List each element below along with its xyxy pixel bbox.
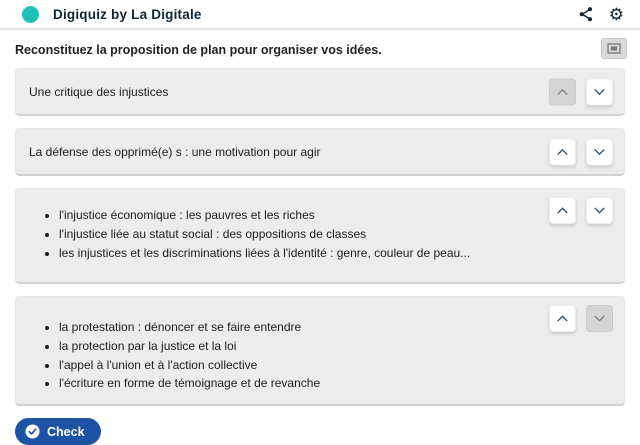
check-button[interactable] — [15, 418, 101, 445]
bullet-item: • l'appel à l'union et à l'action collective — [59, 359, 524, 373]
sortable-item — [15, 188, 625, 284]
item-bullet-list — [29, 209, 524, 260]
move-up-button[interactable] — [549, 197, 576, 224]
bullet-item: • la protestation : dénoncer et se faire entendre — [59, 321, 524, 335]
instruction-row — [0, 30, 640, 68]
sortable-item — [15, 128, 625, 176]
item-controls — [549, 197, 613, 224]
check-button-label: Check — [47, 424, 85, 439]
move-down-button[interactable] — [586, 197, 613, 224]
bullet-item: • l'écriture en forme de témoignage et de revanche — [59, 377, 524, 391]
digiquiz-logo — [22, 6, 39, 23]
chevron-down-icon — [594, 315, 605, 322]
move-up-button[interactable] — [549, 78, 576, 105]
chevron-up-icon — [557, 148, 568, 155]
gear-icon: ⚙ — [608, 4, 624, 24]
chevron-up-icon — [557, 315, 568, 322]
item-text: La défense des opprimé(e) s : une motivation pour agir — [29, 144, 321, 159]
item-controls — [549, 138, 613, 165]
sortable-item — [15, 296, 625, 406]
move-up-button[interactable] — [549, 305, 576, 332]
item-controls — [549, 305, 613, 332]
header-actions — [578, 6, 624, 23]
item-text: Une critique des injustices — [29, 84, 169, 99]
sortable-item — [15, 68, 625, 116]
move-up-button[interactable] — [549, 138, 576, 165]
share-icon — [578, 6, 594, 22]
item-controls — [549, 78, 613, 105]
chevron-up-icon — [557, 88, 568, 95]
share-button[interactable] — [578, 6, 594, 22]
move-down-button[interactable] — [586, 78, 613, 105]
app-title: Digiquiz by La Digitale — [53, 6, 202, 22]
app-header — [0, 0, 640, 30]
bullet-item: • l'injustice liée au statut social : des oppositions de classes — [59, 228, 524, 242]
settings-button[interactable] — [609, 6, 624, 23]
move-down-button[interactable] — [586, 138, 613, 165]
bullet-item: • l'injustice économique : les pauvres et les riches — [59, 209, 524, 223]
check-row — [15, 418, 625, 445]
chevron-up-icon — [557, 207, 568, 214]
item-bullet-list — [29, 321, 524, 391]
bullet-item: • les injustices et les discriminations liées à l'identité : genre, couleur de peau... — [59, 247, 524, 261]
bullet-item: • la protection par la justice et la loi — [59, 340, 524, 354]
fullscreen-button[interactable] — [601, 38, 627, 59]
move-down-button[interactable] — [586, 305, 613, 332]
chevron-down-icon — [594, 88, 605, 95]
fullscreen-icon — [607, 43, 621, 54]
instruction-text: Reconstituez la proposition de plan pour organiser vos idées. — [15, 43, 382, 57]
chevron-down-icon — [594, 148, 605, 155]
chevron-down-icon — [594, 207, 605, 214]
